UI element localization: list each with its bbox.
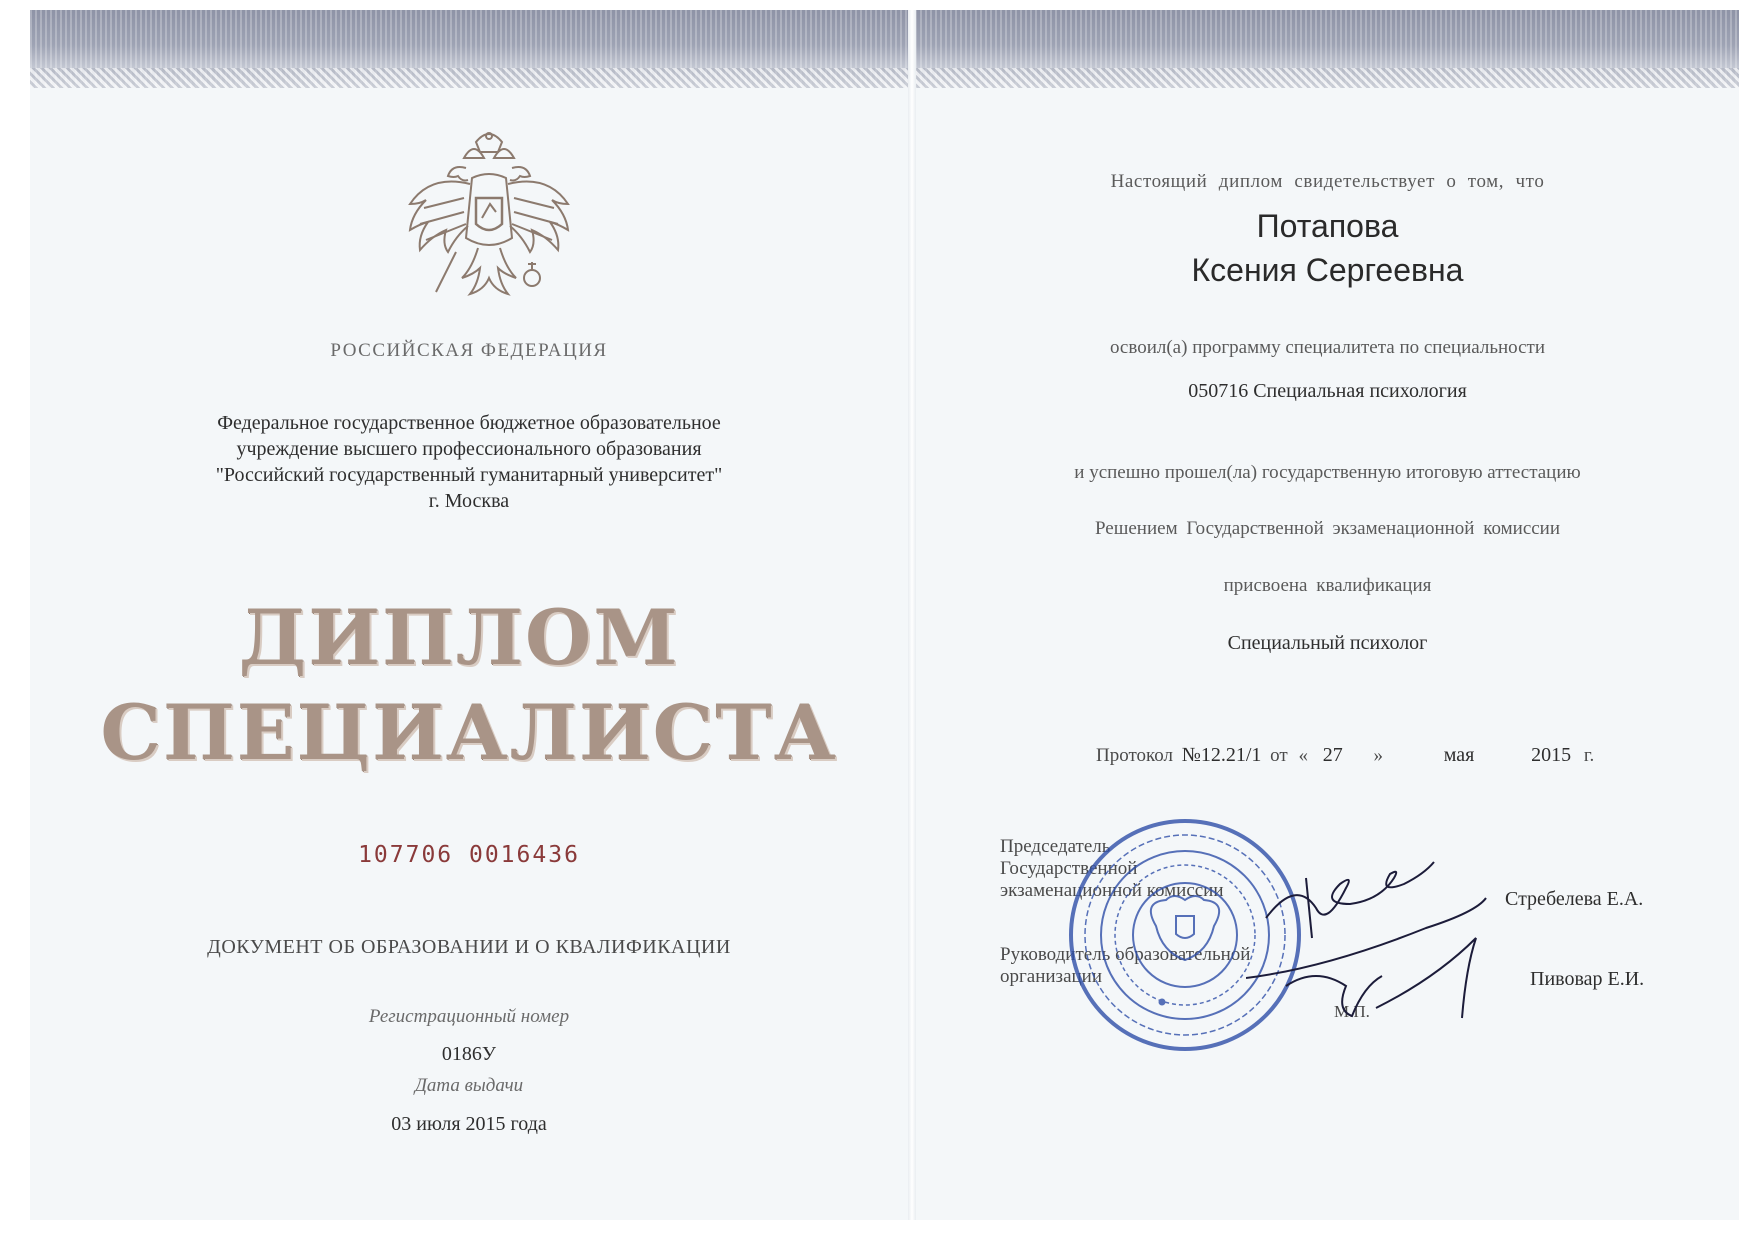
institution-line-1: Федеральное государственное бюджетное образовательное xyxy=(217,412,721,434)
qualification-label: присвоена квалификация xyxy=(1223,575,1432,596)
right-page xyxy=(916,88,1739,1220)
double-headed-eagle-emblem-icon xyxy=(394,128,584,318)
seal-place-label: М.П. xyxy=(1334,1002,1370,1021)
diploma-title-line-1: ДИПЛОМ xyxy=(238,593,680,682)
protocol-year: 2015 xyxy=(1531,744,1572,766)
chair-label-line-2: Государственной xyxy=(1000,858,1138,879)
protocol-number: №12.21/1 xyxy=(1181,744,1262,766)
issue-date-label: Дата выдачи xyxy=(414,1075,524,1096)
issue-date: 03 июля 2015 года xyxy=(391,1113,547,1135)
protocol-year-suffix: г. xyxy=(1583,745,1595,766)
institution-city: г. Москва xyxy=(428,490,510,512)
top-decorative-band xyxy=(30,10,1739,88)
commission-chair-name: Стребелева Е.А. xyxy=(1505,888,1644,910)
chair-label-line-1: Председатель xyxy=(1000,836,1111,857)
institution-name xyxy=(30,410,908,514)
certification-intro: Настоящий диплом свидетельствует о том, что xyxy=(1110,171,1545,192)
page-fold xyxy=(908,10,916,1220)
protocol-from: от xyxy=(1270,745,1288,766)
document-type: ДОКУМЕНТ ОБ ОБРАЗОВАНИИ И О КВАЛИФИКАЦИИ xyxy=(207,936,731,958)
chair-label-line-3: экзаменационной комиссии xyxy=(1000,880,1224,901)
specialty: 050716 Специальная психология xyxy=(1188,380,1467,402)
graduate-given-names: Ксения Сергеевна xyxy=(1191,252,1464,288)
commission-decision-text: Решением Государственной экзаменационной комиссии xyxy=(1094,518,1561,539)
program-text: освоил(а) программу специалитета по специальности xyxy=(1109,337,1546,358)
diploma-sheet xyxy=(30,10,1739,1220)
left-page xyxy=(30,88,908,1220)
qualification: Специальный психолог xyxy=(1227,632,1428,654)
country-name: РОССИЙСКАЯ ФЕДЕРАЦИЯ xyxy=(330,340,608,361)
diploma-serial-number: 107706 0016436 xyxy=(358,842,580,868)
registration-number-label: Регистрационный номер xyxy=(368,1006,570,1027)
protocol-close-quote: » xyxy=(1373,745,1383,766)
head-label-line-1: Руководитель образовательной xyxy=(1000,944,1251,965)
protocol-month: мая xyxy=(1443,744,1475,766)
diploma-title-line-2: СПЕЦИАЛИСТА xyxy=(100,688,838,777)
protocol-open-quote: « xyxy=(1298,745,1308,766)
protocol-day: 27 xyxy=(1322,744,1343,766)
attestation-text: и успешно прошел(ла) государственную итоговую аттестацию xyxy=(1074,462,1581,483)
head-label-line-2: организации xyxy=(1000,966,1103,987)
handwritten-signatures-icon xyxy=(1246,858,1506,1028)
protocol-prefix: Протокол xyxy=(1096,745,1174,766)
registration-number: 0186У xyxy=(441,1043,497,1065)
protocol-line xyxy=(1096,744,1594,767)
institution-line-2: учреждение высшего профессионального образования xyxy=(236,438,702,460)
institution-line-3: "Российский государственный гуманитарный университет" xyxy=(215,464,723,486)
graduate-surname: Потапова xyxy=(1256,208,1399,244)
organization-head-name: Пивовар Е.И. xyxy=(1530,968,1645,990)
